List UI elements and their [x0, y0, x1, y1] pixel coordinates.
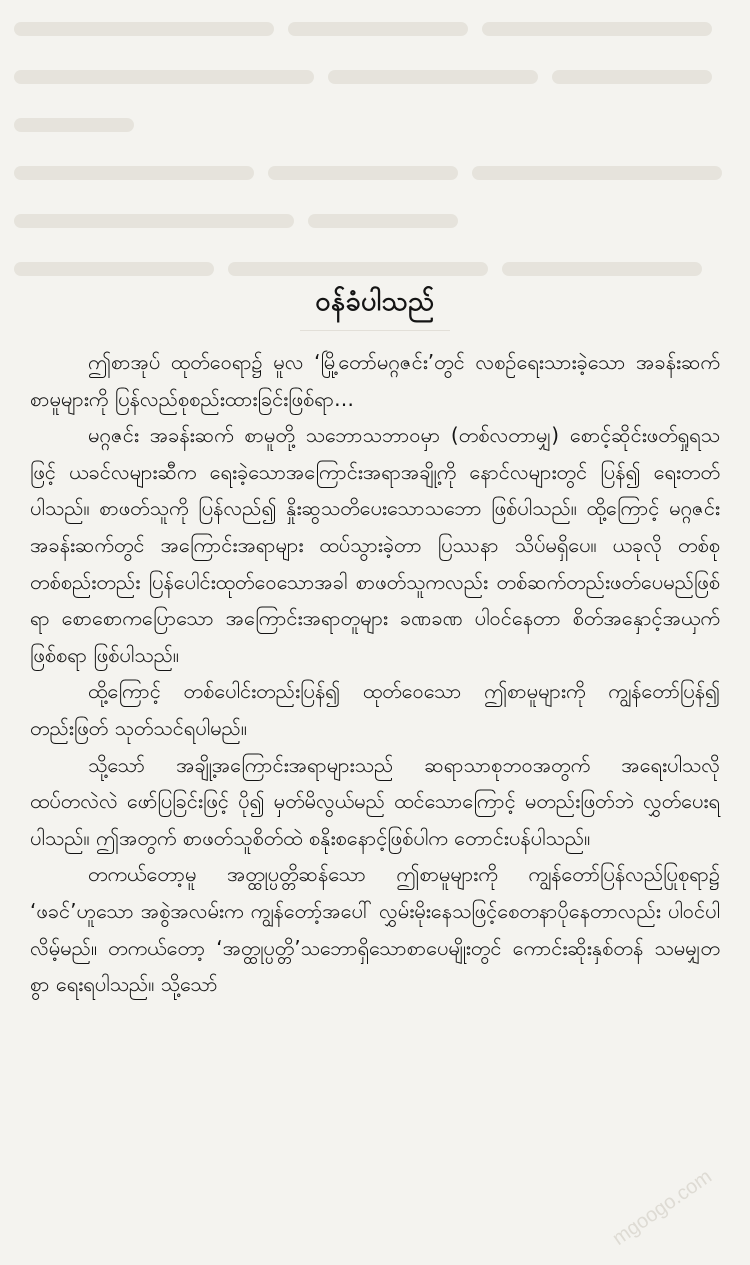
bleed-through-text: [14, 4, 734, 284]
page-title: ဝန်ခံပါသည်: [315, 286, 435, 317]
title-divider: [300, 330, 450, 331]
paragraph-3: ထို့ကြောင့် တစ်ပေါင်းတည်းပြန်၍ ထုတ်ဝေသော ဤစာမူများကို ကျွန်တော်ပြန်၍ တည်းဖြတ် သုတ်သင်ရပါမည်။: [30, 679, 720, 740]
body-text: [30, 344, 720, 1194]
paragraph-2: မဂ္ဂဇင်း အခန်းဆက် စာမူတို့ သဘောသဘာဝမှာ (တစ်လတာမျှ) စောင့်ဆိုင်းဖတ်ရှုရသဖြင့် ယခင်လများဆီက ရေးခဲ့သောအကြောင်းအရာအချို့ကို နောင်လများတွင် ပြန်၍ ရေးတတ်ပါသည်။ စာဖတ်သူကို ပြန်လည်၍ နှိုးဆွသတိပေးသောသဘော ဖြစ်ပါသည်။ ထို့ကြောင့် မဂ္ဂဇင်း အခန်းဆက်တွင် အကြောင်းအရာများ ထပ်သွားခဲ့တာ ပြဿနာ သိပ်မရှိပေ။ ယခုလို တစ်စုတစ်စည်းတည်း ပြန်ပေါင်းထုတ်ဝေသောအခါ စာဖတ်သူကလည်း တစ်ဆက်တည်းဖတ်ပေမည်ဖြစ်ရာ စောစောကပြောသော အကြောင်းအရာတူများ ခဏခဏ ပါဝင်နေတာ စိတ်အနှောင့်အယှက် ဖြစ်စရာ ဖြစ်ပါသည်။: [30, 423, 720, 667]
paragraph-4: သို့သော် အချို့အကြောင်းအရာများသည် ဆရာသာစုဘဝအတွက် အရေးပါသလို ထပ်တလဲလဲ ဖော်ပြခြင်းဖြင့် ပို၍ မှတ်မိလွယ်မည် ထင်သောကြောင့် မတည်းဖြတ်ဘဲ လွှတ်ပေးရပါသည်။ ဤအတွက် စာဖတ်သူစိတ်ထဲ စနိုးစနောင့်ဖြစ်ပါက တောင်းပန်ပါသည်။: [30, 752, 720, 850]
paragraph-1: ဤစာအုပ် ထုတ်ဝေရာ၌ မူလ ‘မြို့တော်မဂ္ဂဇင်း’တွင် လစဉ်ရေးသားခဲ့သော အခန်းဆက်စာမူများကို ပြန်လည်စုစည်းထားခြင်းဖြစ်ရာ…: [30, 350, 720, 411]
paragraph-5: တကယ်တော့မူ အတ္ထုပ္ပတ္တိဆန်သော ဤစာမူများကို ကျွန်တော်ပြန်လည်ပြုစုရာ၌ ‘ဖခင်’ဟူသော အစွဲအလမ်းက ကျွန်တော့်အပေါ် လွှမ်းမိုးနေသဖြင့်စေတနာပိုနေတာလည်း ပါဝင်ပါလိမ့်မည်။ တကယ်တော့ ‘အတ္ထုပ္ပတ္တိ’သဘောရှိသောစာပေမျိုးတွင် ကောင်းဆိုးနှစ်တန် သမမျှတစွာ ရေးရပါသည်။ သို့သော်: [30, 862, 720, 997]
watermark: mgoogo.com: [608, 1165, 716, 1250]
